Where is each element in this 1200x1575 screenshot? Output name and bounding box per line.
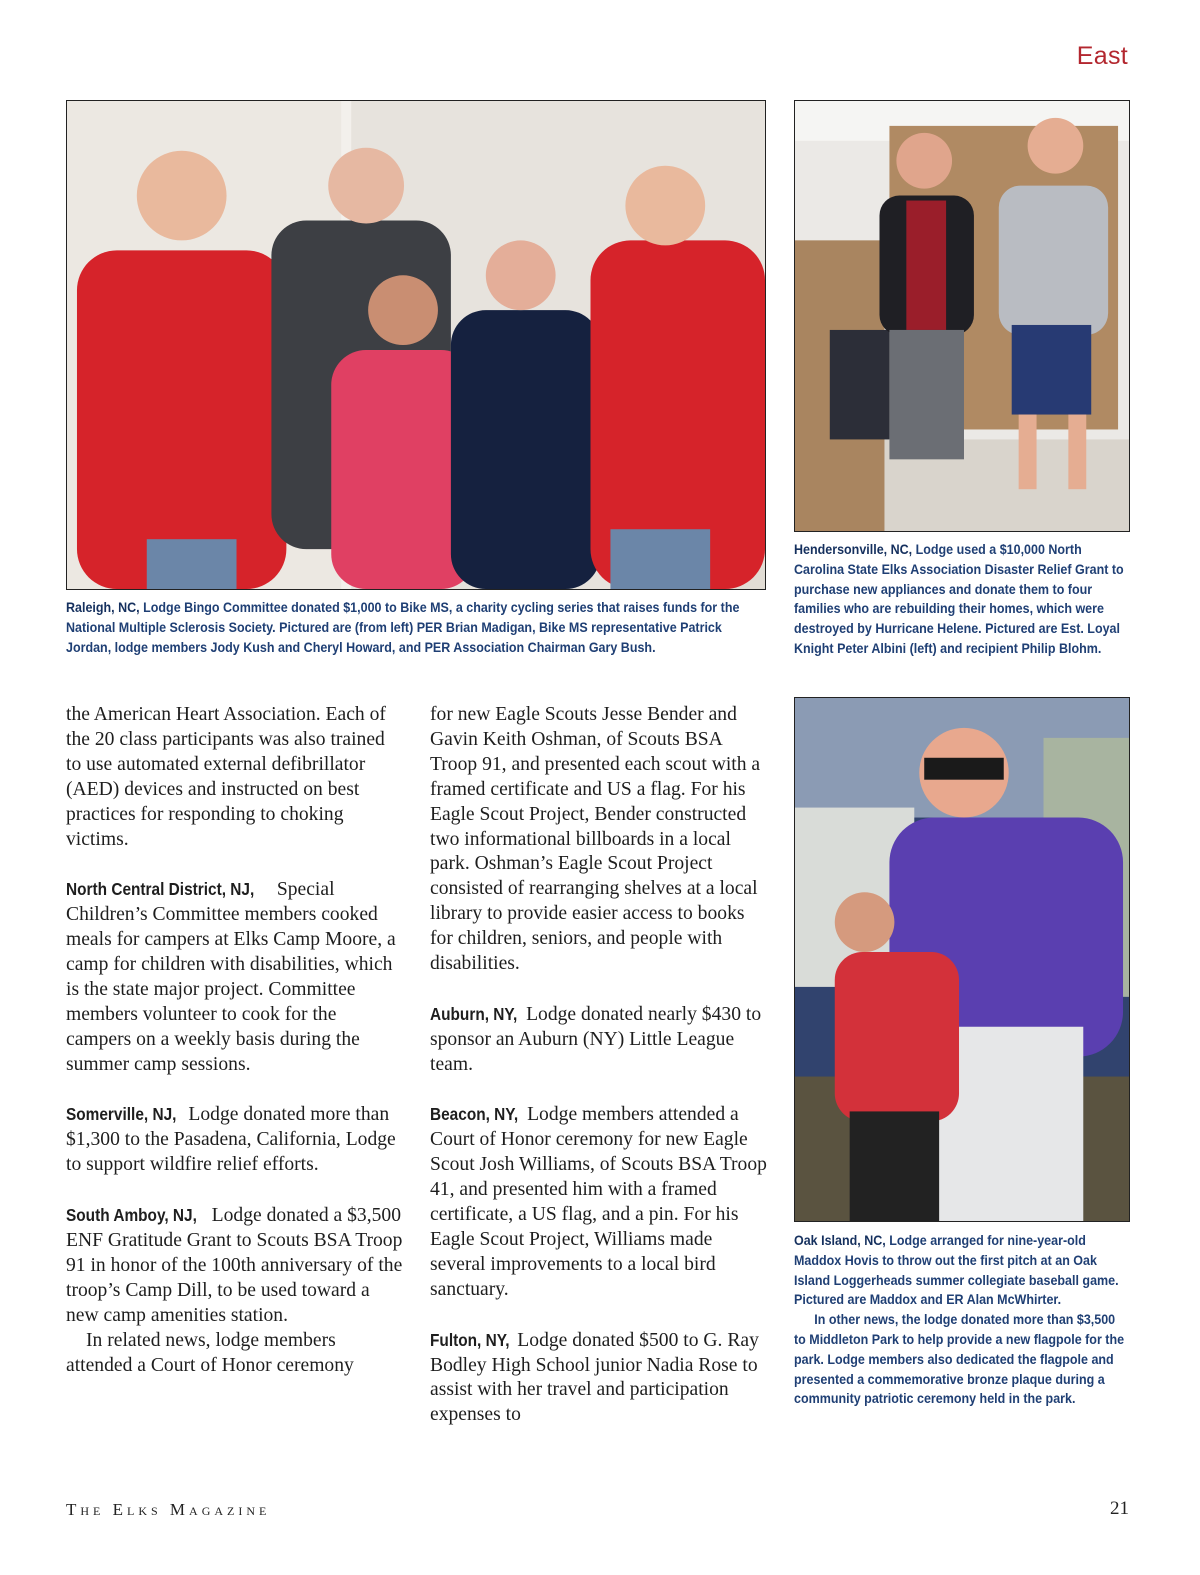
item-location: Beacon, NY, <box>430 1104 519 1125</box>
hendersonville-photo <box>794 100 1130 532</box>
caption-location: Hendersonville, NC, <box>794 542 913 557</box>
raleigh-group-photo <box>66 100 766 590</box>
north-central-paragraph <box>66 877 404 1077</box>
raleigh-caption <box>66 598 765 657</box>
article-column-2 <box>430 703 770 1428</box>
item-location: North Central District, NJ, <box>66 879 255 900</box>
item-text: Special Children’s Committee members cooked meals for campers at Elks Camp Moore, a camp for children with disabilities, which is the state major project. Committee members volunteer to cook for the campers on a weekly basis during the summer camp sessions. <box>66 879 396 1075</box>
caption-text: Lodge used a $10,000 North Carolina State Elks Association Disaster Relief Grant to purchase new appliances and donate them to four families who are rebuilding their homes, which were destroyed by Hurricane Helene. Pictured are Est. Loyal Knight Peter Albini (left) and recipient Philip Blohm. <box>794 542 1124 656</box>
caption-text: Lodge arranged for nine-year-old Maddox Hovis to throw out the first pitch at an Oak Island Loggerheads summer collegiate baseball game. Pictured are Maddox and ER Alan McWhirter. <box>794 1233 1119 1308</box>
item-text: Lodge donated nearly $430 to sponsor an Auburn (NY) Little League team. <box>430 1003 762 1075</box>
item-location: Fulton, NY, <box>430 1329 510 1350</box>
item-text: Lodge donated a $3,500 ENF Gratitude Grant to Scouts BSA Troop 91 in honor of the 100th anniversary of the troop’s Camp Dill, to be used toward a new camp amenities station. <box>66 1205 403 1326</box>
south-amboy-paragraph <box>66 1203 404 1329</box>
somerville-paragraph <box>66 1102 404 1178</box>
magazine-title: The Elks Magazine <box>66 1500 271 1519</box>
page-number: 21 <box>1110 1498 1129 1519</box>
item-text: Lodge donated $500 to G. Ray Bodley High School junior Nadia Rose to assist with her travel and participation expenses to <box>430 1329 759 1426</box>
item-text: Lodge members attended a Court of Honor ceremony for new Eagle Scout Josh Williams, of Scouts BSA Troop 41, and presented him with a framed certificate, a US flag, and a pin. For his Eagle Scout Project, Williams made several improvements to a local bird sanctuary. <box>430 1104 767 1300</box>
item-location: Auburn, NY, <box>430 1003 518 1024</box>
continued-paragraph: for new Eagle Scouts Jesse Bender and Gavin Keith Oshman, of Scouts BSA Troop 91, and presented each scout with a framed certificate and US a flag. For his Eagle Scout Project, Bender constructed two informational billboards in a local park. Oshman’s Eagle Scout Project consisted of rearranging shelves at a local library to provide easier access to books for children, seniors, and people with disabilities. <box>430 704 761 975</box>
baseball-photo-icon <box>795 698 1129 1221</box>
caption-text-2: In other news, the lodge donated more than $3,500 to Middleton Park to help provide a new flagpole for the park. Lodge members also dedicated the flagpole and presented a commemorative bronze plaque during a community patriotic ceremony held in the park. <box>794 1312 1125 1407</box>
item-text: Lodge donated more than $1,300 to the Pasadena, California, Lodge to support wildfire relief efforts. <box>66 1104 396 1176</box>
article-column-1 <box>66 703 404 1378</box>
related-paragraph: In related news, lodge members attended a Court of Honor ceremony <box>66 1329 354 1376</box>
fulton-paragraph <box>430 1328 770 1429</box>
beacon-paragraph <box>430 1102 770 1302</box>
section-label: East <box>1076 42 1128 70</box>
caption-text: Lodge Bingo Committee donated $1,000 to Bike MS, a charity cycling series that raises funds for the National Multiple Sclerosis Society. Pictured are (from left) PER Brian Madigan, Bike MS representative Patrick Jordan, lodge members Jody Kush and Cheryl Howard, and PER Association Chairman Gary Bush. <box>66 600 740 655</box>
intro-paragraph: the American Heart Association. Each of the 20 class participants was also trained to use automated external defibrillator (AED) devices and instructed on best practices for responding to choking victims. <box>66 704 386 850</box>
hendersonville-caption <box>794 540 1127 659</box>
oak-island-photo <box>794 697 1130 1222</box>
caption-location: Oak Island, NC, <box>794 1233 886 1248</box>
item-location: Somerville, NJ, <box>66 1104 177 1125</box>
appliance-photo-icon <box>795 101 1129 531</box>
item-location: South Amboy, NJ, <box>66 1205 197 1226</box>
group-photo-icon <box>67 101 765 589</box>
oak-island-caption <box>794 1231 1127 1409</box>
caption-location: Raleigh, NC, <box>66 600 140 615</box>
auburn-paragraph <box>430 1002 770 1078</box>
